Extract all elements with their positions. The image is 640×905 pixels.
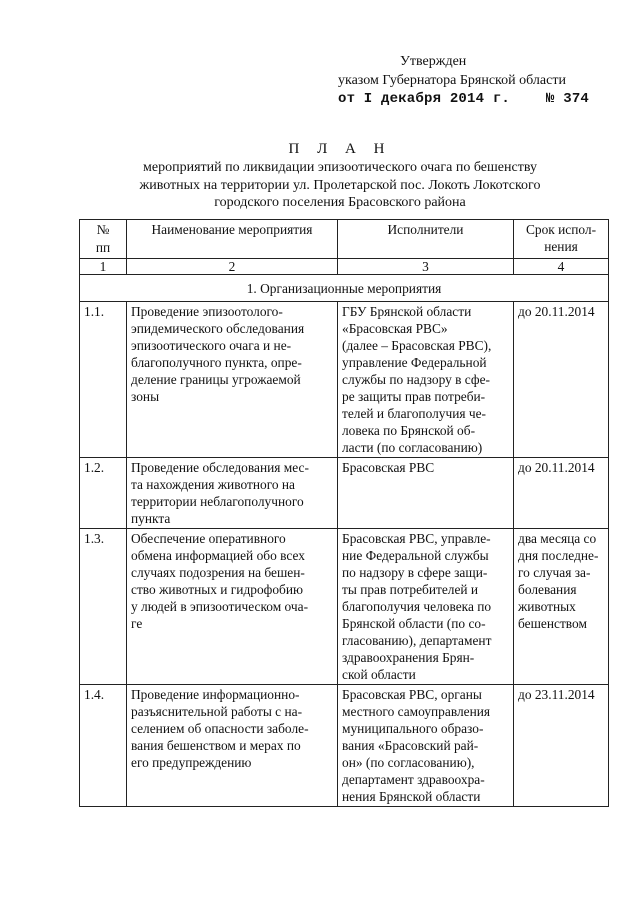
header-row: [80, 220, 609, 259]
index-row: [80, 259, 609, 275]
row-number: 1.2.: [80, 458, 127, 529]
executors-cell-line: ской области: [342, 667, 416, 682]
header-name: Наименование мероприятия: [127, 220, 338, 259]
deadline-cell-line: дня последне-: [518, 548, 599, 563]
executors-cell-line: «Брасовская РВС»: [342, 321, 448, 336]
activity-cell-line: деление границы угрожаемой: [131, 372, 301, 387]
activity-cell-line: эпидемического обследования: [131, 321, 305, 336]
activity-cell-line: территории неблагополучного: [131, 494, 304, 509]
activity-cell-line: обмена информацией обо всех: [131, 548, 305, 563]
executors-cell-line: Брасовская РВС: [342, 460, 435, 475]
index-cell: 4: [514, 259, 609, 275]
deadline-cell-line: до 23.11.2014: [518, 687, 595, 702]
executors-cell-line: Брянской области (по со-: [342, 616, 486, 631]
activity-cell: [127, 302, 338, 458]
plan-heading: П Л А Н: [288, 141, 392, 157]
table-row: [80, 685, 609, 807]
executors-cell-line: ловека по Брянской об-: [342, 423, 476, 438]
executors-cell-line: телей и благополучия че-: [342, 406, 487, 421]
table-row: [80, 302, 609, 458]
activity-cell-line: ство животных и гидрофобию: [131, 582, 304, 597]
table-row: [80, 458, 609, 529]
deadline-cell: [514, 685, 609, 807]
executors-cell-line: службы по надзору в сфе-: [342, 372, 490, 387]
deadline-cell-line: до 20.11.2014: [518, 460, 595, 475]
executors-cell-line: здравоохранения Брян-: [342, 650, 475, 665]
activity-cell-line: пункта: [131, 511, 171, 526]
activity-cell-line: разъяснительной работы с на-: [131, 704, 303, 719]
executors-cell-line: гласованию), департамент: [342, 633, 492, 648]
document-title: [60, 140, 620, 212]
activity-cell-line: та нахождения животного на: [131, 477, 296, 492]
approval-date: от I декабря 2014 г.: [338, 91, 511, 107]
table-row: [80, 529, 609, 685]
executors-cell-line: Брасовская РВС, управле-: [342, 531, 491, 546]
executors-cell-line: он» (по согласованию),: [342, 755, 475, 770]
executors-cell-line: Брасовская РВС, органы: [342, 687, 482, 702]
section-row: [80, 275, 609, 302]
executors-cell-line: вания «Брасовский рай-: [342, 738, 479, 753]
header-exec: Исполнители: [338, 220, 514, 259]
deadline-cell-line: до 20.11.2014: [518, 304, 595, 319]
activity-cell-line: ге: [131, 616, 143, 631]
plan-subtitle-line2: животных на территории ул. Пролетарской пос. Локоть Локотского: [139, 177, 541, 193]
executors-cell-line: ты прав потребителей и: [342, 582, 479, 597]
activity-cell: [127, 458, 338, 529]
section-title: 1. Организационные мероприятия: [80, 275, 609, 302]
activity-cell: [127, 685, 338, 807]
header-num: № пп: [80, 220, 127, 259]
index-cell: 3: [338, 259, 514, 275]
approval-stamp: [338, 52, 589, 109]
activity-cell-line: эпизоотического очага и не-: [131, 338, 292, 353]
deadline-cell-line: два месяца со: [518, 531, 597, 546]
executors-cell: [338, 529, 514, 685]
activity-cell-line: благополучного пункта, опре-: [131, 355, 302, 370]
activity-cell-line: Проведение информационно-: [131, 687, 300, 702]
approval-line2: указом Губернатора Брянской области: [338, 73, 566, 88]
approval-number: № 374: [546, 91, 590, 107]
approval-line1: Утвержден: [400, 54, 467, 69]
approval-date-line: [338, 90, 589, 109]
row-number: 1.1.: [80, 302, 127, 458]
index-cell: 2: [127, 259, 338, 275]
deadline-cell-line: животных: [518, 599, 576, 614]
deadline-cell: [514, 529, 609, 685]
executors-cell-line: местного самоуправления: [342, 704, 491, 719]
executors-cell: [338, 685, 514, 807]
executors-cell-line: ласти (по согласованию): [342, 440, 483, 455]
activity-cell-line: его предупреждению: [131, 755, 252, 770]
deadline-cell-line: болевания: [518, 582, 577, 597]
executors-cell-line: (далее – Брасовская РВС),: [342, 338, 492, 353]
activity-cell-line: Обеспечение оперативного: [131, 531, 286, 546]
executors-cell-line: муниципального образо-: [342, 721, 484, 736]
table-body: [80, 302, 609, 807]
activity-cell-line: Проведение эпизоотолого-: [131, 304, 283, 319]
executors-cell-line: ГБУ Брянской области: [342, 304, 472, 319]
executors-cell-line: ре защиты прав потреби-: [342, 389, 486, 404]
deadline-cell: [514, 302, 609, 458]
activity-cell-line: Проведение обследования мес-: [131, 460, 309, 475]
executors-cell-line: благополучия человека по: [342, 599, 492, 614]
header-term: Срок испол- нения: [514, 220, 609, 259]
deadline-cell-line: го случая за-: [518, 565, 591, 580]
activity-cell-line: селением об опасности заболе-: [131, 721, 309, 736]
executors-cell: [338, 302, 514, 458]
deadline-cell: [514, 458, 609, 529]
activity-cell-line: у людей в эпизоотическом оча-: [131, 599, 309, 614]
plan-table: [79, 219, 609, 807]
deadline-cell-line: бешенством: [518, 616, 587, 631]
executors-cell: [338, 458, 514, 529]
activity-cell-line: зоны: [131, 389, 160, 404]
index-cell: 1: [80, 259, 127, 275]
plan-subtitle-line3: городского поселения Брасовского района: [214, 195, 466, 210]
activity-cell: [127, 529, 338, 685]
activity-cell-line: вания бешенством и мерах по: [131, 738, 301, 753]
executors-cell-line: ние Федеральной службы: [342, 548, 489, 563]
activity-cell-line: случаях подозрения на бешен-: [131, 565, 305, 580]
row-number: 1.3.: [80, 529, 127, 685]
plan-subtitle-line1: мероприятий по ликвидации эпизоотического очага по бешенству: [143, 160, 537, 175]
row-number: 1.4.: [80, 685, 127, 807]
executors-cell-line: управление Федеральной: [342, 355, 487, 370]
executors-cell-line: по надзору в сфере защи-: [342, 565, 488, 580]
executors-cell-line: департамент здравоохра-: [342, 772, 485, 787]
executors-cell-line: нения Брянской области: [342, 789, 481, 804]
